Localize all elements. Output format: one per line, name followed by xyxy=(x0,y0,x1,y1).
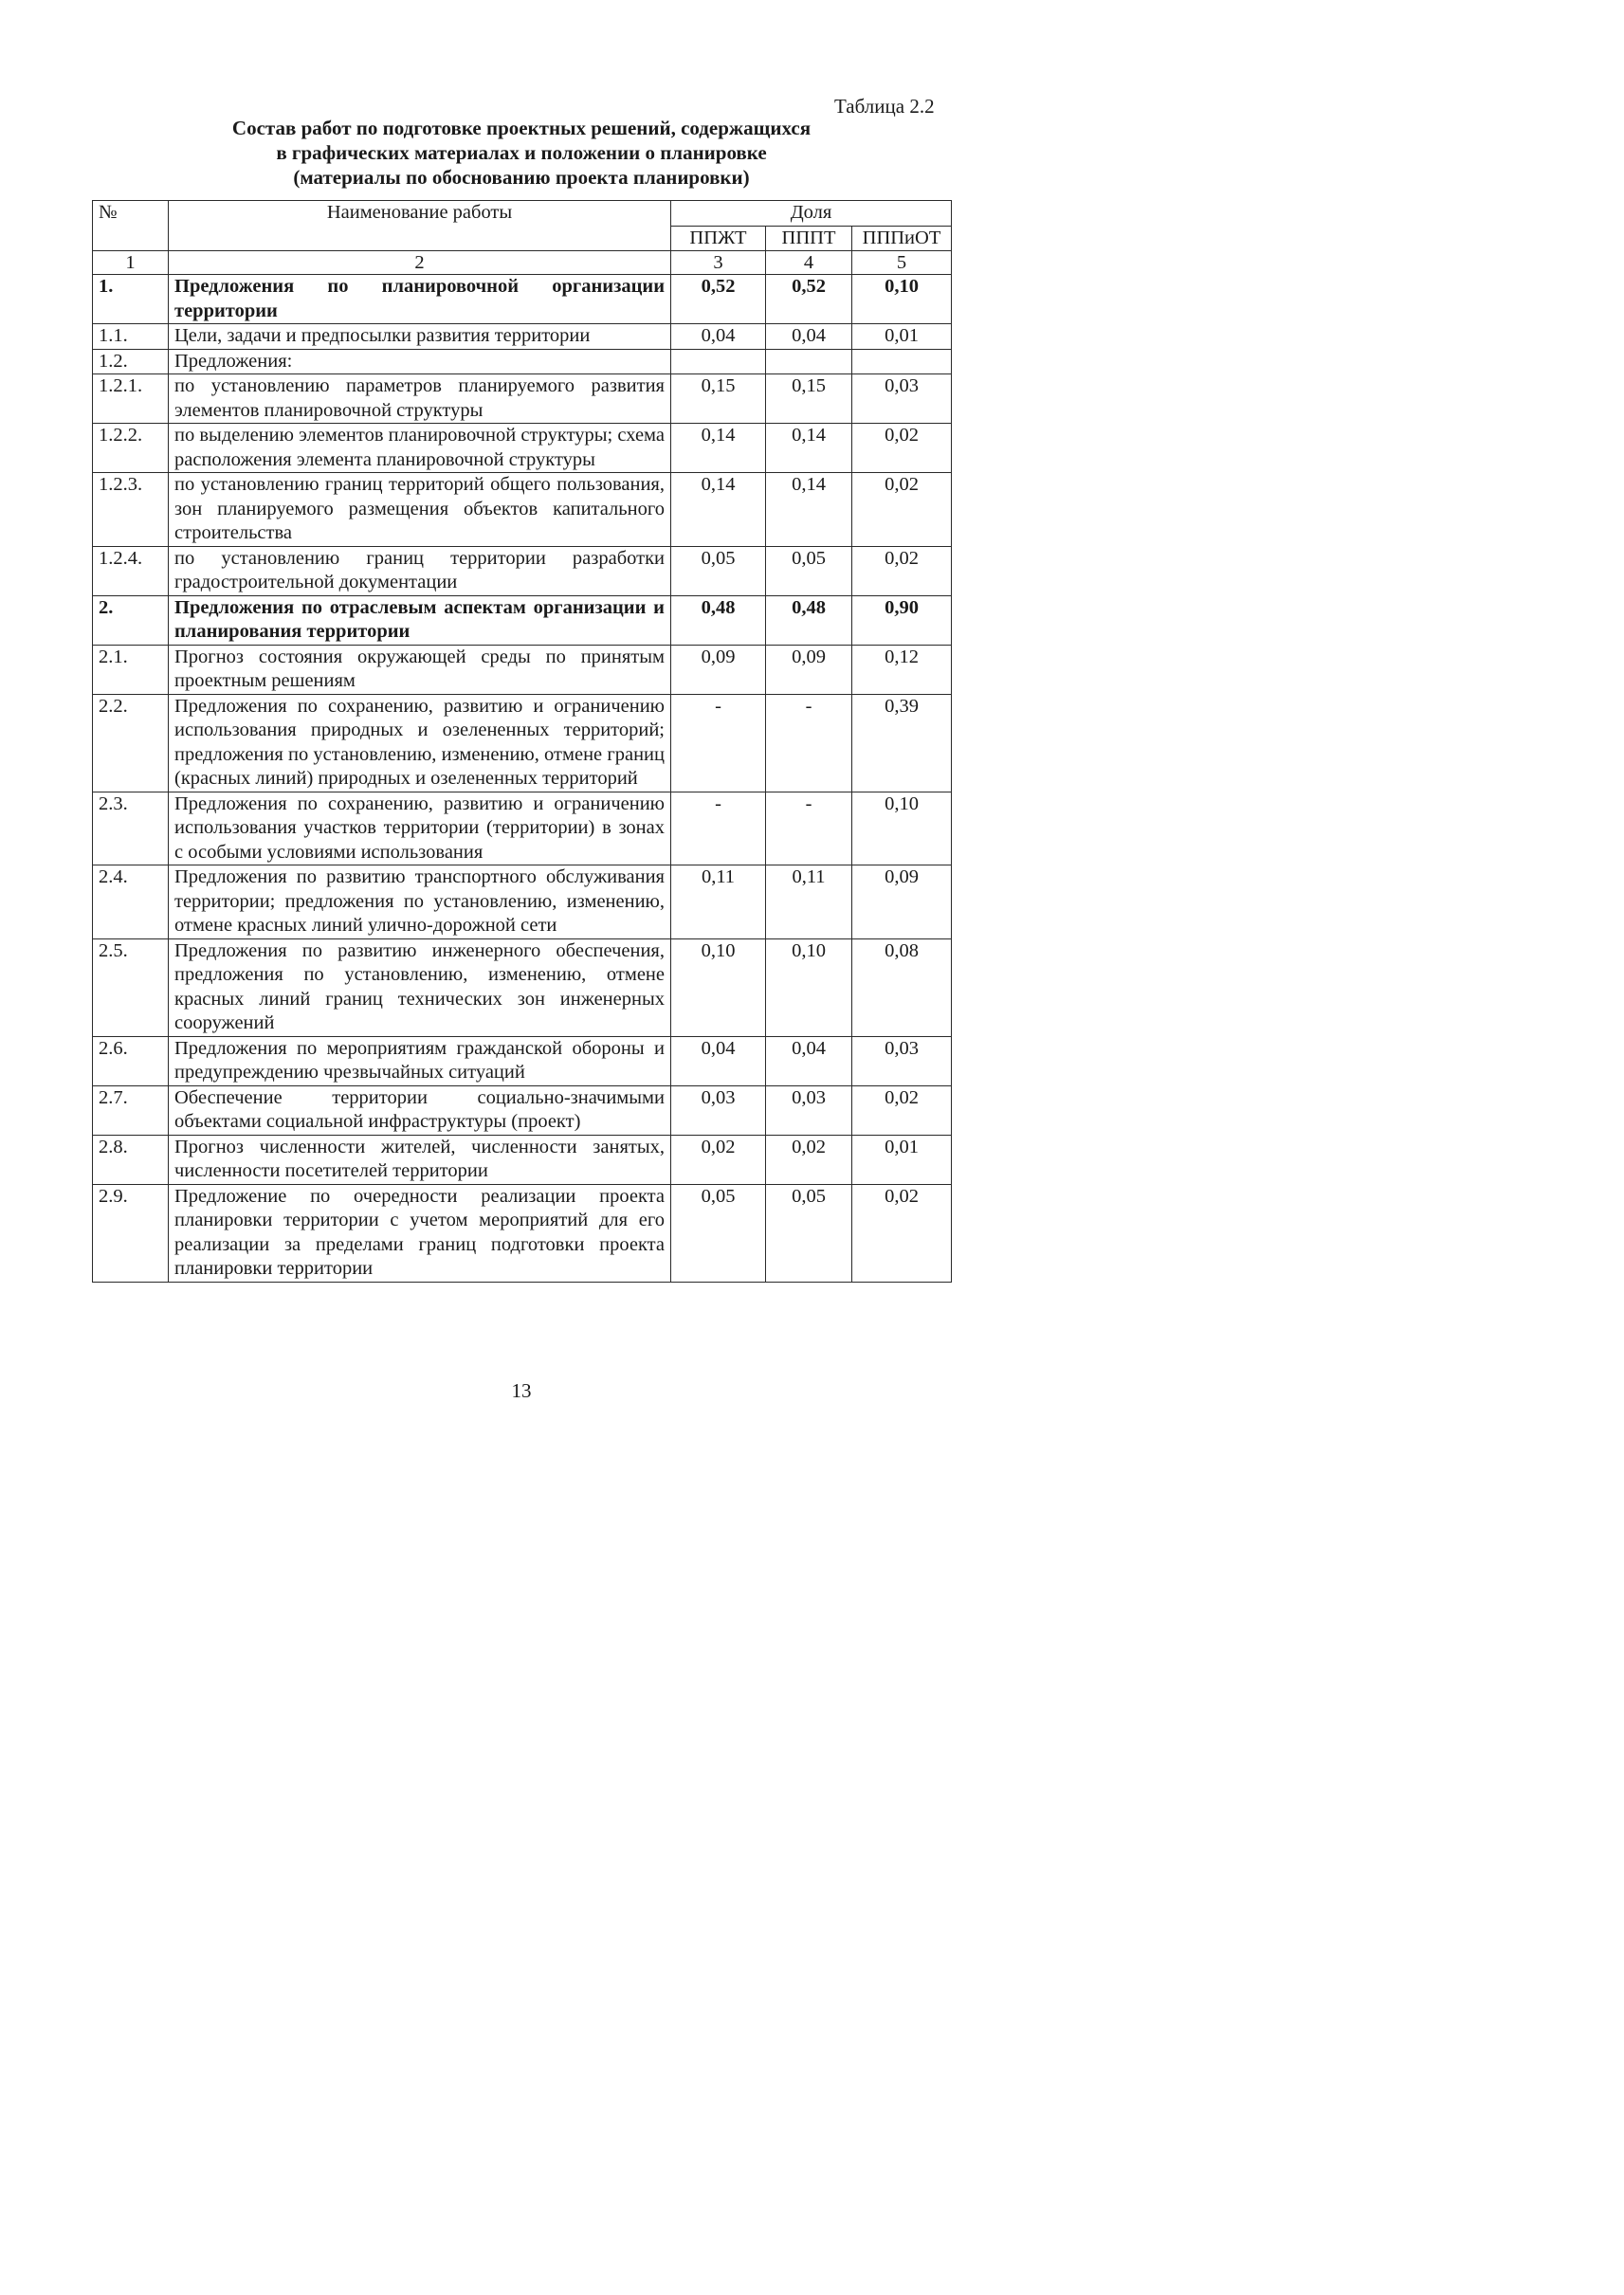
table-row xyxy=(93,645,952,694)
title-line: (материалы по обоснованию проекта планировки) xyxy=(293,166,750,189)
share-pppiot xyxy=(852,349,952,374)
table-row xyxy=(93,324,952,350)
share-pppt xyxy=(766,349,852,374)
share-pppiot: 0,09 xyxy=(852,865,952,939)
work-name: по выделению элементов планировочной структуры; схема расположения элемента планировочной структуры xyxy=(169,424,671,473)
share-pppt: 0,14 xyxy=(766,473,852,547)
table-row xyxy=(93,275,952,324)
share-ppzht: 0,05 xyxy=(671,1184,766,1282)
work-name: Прогноз состояния окружающей среды по принятым проектным решениям xyxy=(169,645,671,694)
table-label: Таблица 2.2 xyxy=(834,95,935,118)
share-pppiot: 0,39 xyxy=(852,694,952,792)
share-ppzht: 0,09 xyxy=(671,645,766,694)
share-pppiot: 0,02 xyxy=(852,546,952,595)
row-number: 2.1. xyxy=(93,645,169,694)
share-pppiot: 0,02 xyxy=(852,424,952,473)
share-pppt: 0,11 xyxy=(766,865,852,939)
row-number: 1.2.4. xyxy=(93,546,169,595)
share-pppt: 0,09 xyxy=(766,645,852,694)
table-row xyxy=(93,1135,952,1184)
row-number: 2.8. xyxy=(93,1135,169,1184)
table-row xyxy=(93,424,952,473)
share-ppzht: 0,11 xyxy=(671,865,766,939)
share-pppiot: 0,03 xyxy=(852,374,952,424)
share-ppzht: 0,04 xyxy=(671,324,766,350)
share-ppzht: 0,03 xyxy=(671,1085,766,1135)
table-body xyxy=(93,275,952,1283)
row-number: 2. xyxy=(93,595,169,645)
table-row xyxy=(93,595,952,645)
work-name: по установлению границ территорий общего пользования, зон планируемого размещения объектов капитального строительства xyxy=(169,473,671,547)
work-name: Предложения по мероприятиям гражданской обороны и предупреждению чрезвычайных ситуаций xyxy=(169,1036,671,1085)
share-ppzht: 0,15 xyxy=(671,374,766,424)
share-ppzht: 0,04 xyxy=(671,1036,766,1085)
table-row xyxy=(93,865,952,939)
index-cell: 3 xyxy=(671,251,766,275)
share-pppt: 0,02 xyxy=(766,1135,852,1184)
work-name: Обеспечение территории социально-значимыми объектами социальной инфраструктуры (проект) xyxy=(169,1085,671,1135)
table-row xyxy=(93,694,952,792)
row-number: 2.4. xyxy=(93,865,169,939)
table-row xyxy=(93,1184,952,1282)
row-number: 2.6. xyxy=(93,1036,169,1085)
share-ppzht: 0,10 xyxy=(671,938,766,1036)
share-ppzht: 0,48 xyxy=(671,595,766,645)
page-number: 13 xyxy=(511,1379,532,1402)
work-name: Предложения по планировочной организации территории xyxy=(169,275,671,324)
share-pppiot: 0,12 xyxy=(852,645,952,694)
share-pppiot: 0,10 xyxy=(852,275,952,324)
share-ppzht: - xyxy=(671,694,766,792)
row-number: 2.5. xyxy=(93,938,169,1036)
work-name: по установлению границ территории разработки градостроительной документации xyxy=(169,546,671,595)
work-name: Прогноз численности жителей, численности занятых, численности посетителей территории xyxy=(169,1135,671,1184)
header-share: Доля xyxy=(671,201,952,227)
share-ppzht: 0,02 xyxy=(671,1135,766,1184)
table-row xyxy=(93,938,952,1036)
share-pppt: 0,05 xyxy=(766,1184,852,1282)
work-name: Предложения: xyxy=(169,349,671,374)
row-number: 2.2. xyxy=(93,694,169,792)
work-name: Предложения по развитию инженерного обеспечения, предложения по установлению, изменению, отмене красных линий границ технических зон инженерных сооружений xyxy=(169,938,671,1036)
share-pppt: 0,04 xyxy=(766,1036,852,1085)
work-name: по установлению параметров планируемого развития элементов планировочной структуры xyxy=(169,374,671,424)
share-pppiot: 0,01 xyxy=(852,324,952,350)
share-ppzht: 0,14 xyxy=(671,473,766,547)
row-number: 1.2. xyxy=(93,349,169,374)
index-cell: 1 xyxy=(93,251,169,275)
share-pppiot: 0,03 xyxy=(852,1036,952,1085)
share-ppzht: - xyxy=(671,792,766,865)
row-number: 1.1. xyxy=(93,324,169,350)
work-name: Предложения по сохранению, развитию и ограничению использования природных и озелененных территорий; предложения по установлению, изменению, отмене границ (красных линий) природных и озелененных территорий xyxy=(169,694,671,792)
share-pppt: 0,14 xyxy=(766,424,852,473)
share-ppzht: 0,05 xyxy=(671,546,766,595)
share-pppiot: 0,02 xyxy=(852,473,952,547)
title-line: Состав работ по подготовке проектных решений, содержащихся xyxy=(231,117,812,139)
row-number: 2.7. xyxy=(93,1085,169,1135)
header-name: Наименование работы xyxy=(169,201,671,251)
title-line: в графических материалах и положении о планировке xyxy=(276,141,767,164)
share-pppt: 0,03 xyxy=(766,1085,852,1135)
share-pppiot: 0,02 xyxy=(852,1184,952,1282)
index-cell: 5 xyxy=(852,251,952,275)
share-pppt: 0,10 xyxy=(766,938,852,1036)
table-row xyxy=(93,792,952,865)
table-row xyxy=(93,1036,952,1085)
share-pppiot: 0,10 xyxy=(852,792,952,865)
work-name: Предложения по отраслевым аспектам организации и планирования территории xyxy=(169,595,671,645)
share-pppiot: 0,01 xyxy=(852,1135,952,1184)
work-name: Цели, задачи и предпосылки развития территории xyxy=(169,324,671,350)
table-title xyxy=(142,116,901,190)
work-name: Предложения по развитию транспортного обслуживания территории; предложения по установлению, изменению, отмене красных линий улично-дорожной сети xyxy=(169,865,671,939)
row-number: 1.2.2. xyxy=(93,424,169,473)
share-pppt: 0,48 xyxy=(766,595,852,645)
row-number: 2.9. xyxy=(93,1184,169,1282)
share-pppiot: 0,08 xyxy=(852,938,952,1036)
table-row xyxy=(93,473,952,547)
work-name: Предложения по сохранению, развитию и ограничению использования участков территории (территории) в зонах с особыми условиями использования xyxy=(169,792,671,865)
table-row xyxy=(93,546,952,595)
row-number: 1. xyxy=(93,275,169,324)
header-col: ПППиОТ xyxy=(852,226,952,251)
share-pppt: 0,05 xyxy=(766,546,852,595)
table-row xyxy=(93,1085,952,1135)
table-row xyxy=(93,349,952,374)
header-col: ППЖТ xyxy=(671,226,766,251)
share-ppzht xyxy=(671,349,766,374)
share-pppiot: 0,90 xyxy=(852,595,952,645)
row-number: 2.3. xyxy=(93,792,169,865)
row-number: 1.2.3. xyxy=(93,473,169,547)
share-pppt: 0,52 xyxy=(766,275,852,324)
header-col: ПППТ xyxy=(766,226,852,251)
row-number: 1.2.1. xyxy=(93,374,169,424)
work-name: Предложение по очередности реализации проекта планировки территории с учетом мероприятий для его реализации за пределами границ подготовки проекта планировки территории xyxy=(169,1184,671,1282)
share-pppt: 0,04 xyxy=(766,324,852,350)
share-pppt: 0,15 xyxy=(766,374,852,424)
table-row xyxy=(93,374,952,424)
share-ppzht: 0,52 xyxy=(671,275,766,324)
share-pppt: - xyxy=(766,792,852,865)
share-pppt: - xyxy=(766,694,852,792)
index-cell: 4 xyxy=(766,251,852,275)
index-cell: 2 xyxy=(169,251,671,275)
share-pppiot: 0,02 xyxy=(852,1085,952,1135)
header-num: № xyxy=(93,201,169,251)
works-table xyxy=(92,200,952,1283)
share-ppzht: 0,14 xyxy=(671,424,766,473)
